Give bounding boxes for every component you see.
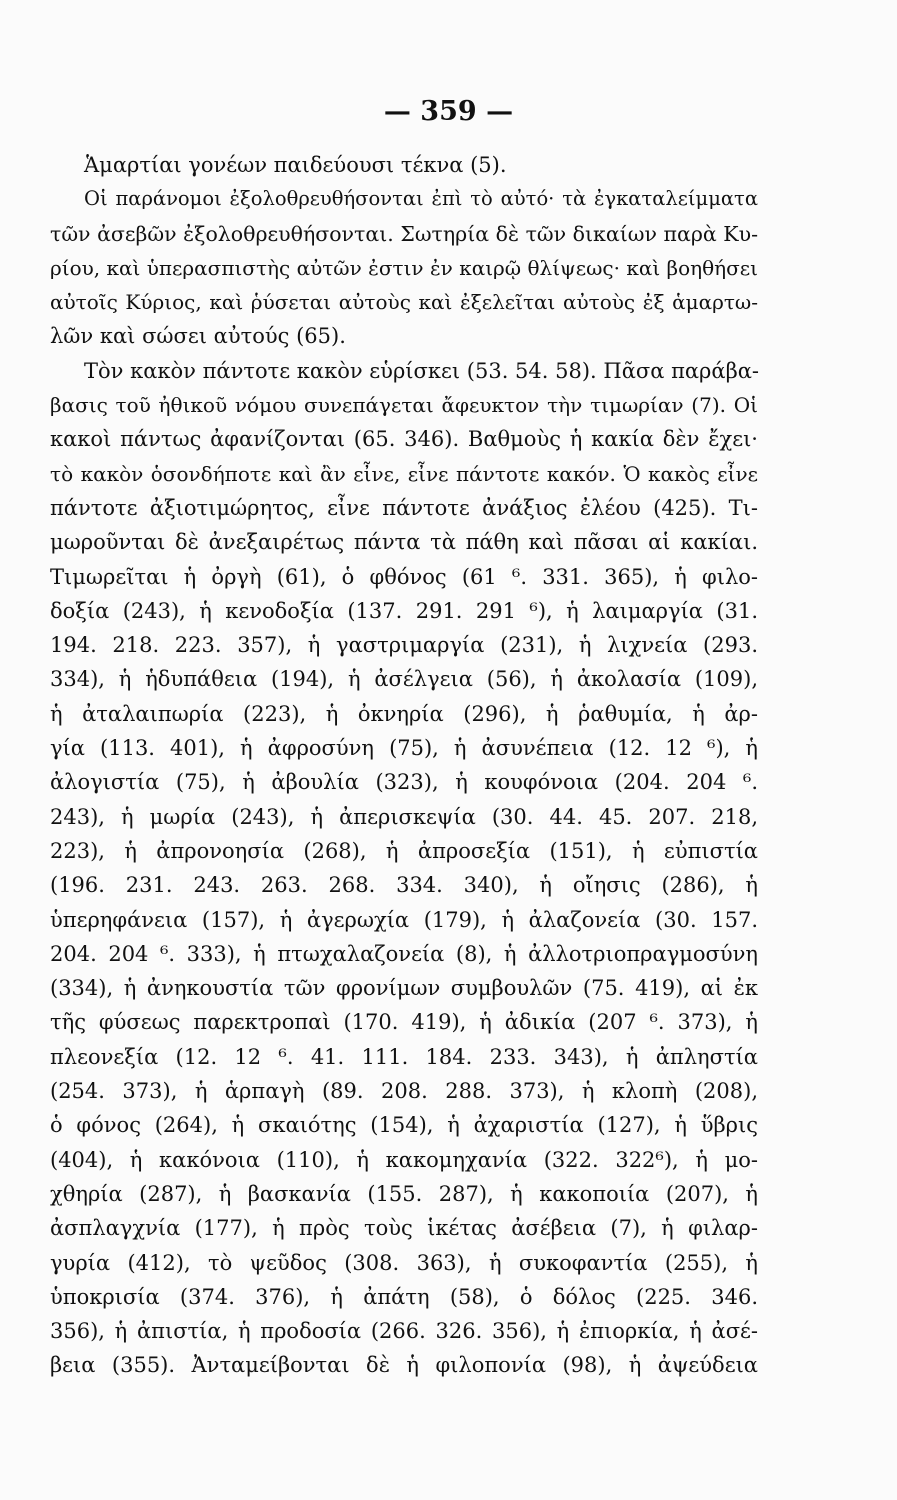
text-line: πάντοτε ἀξιοτιμώρητος, εἶνε πάντοτε ἀνάξιος ἐλέου (425). Τι- xyxy=(50,495,758,520)
text-line: βεια (355). Ἀνταμείβονται δὲ ἡ φιλοπονία (98), ἡ ἀψεύδεια xyxy=(50,1353,758,1378)
text-line: ἀλογιστία (75), ἡ ἀβουλία (323), ἡ κουφόνοια (204. 204 ⁶. xyxy=(50,770,758,795)
text-line: Τιμωρεῖται ἡ ὀργὴ (61), ὁ φθόνος (61 ⁶. 331. 365), ἡ φιλο- xyxy=(50,564,758,589)
text-line: ρίου, καὶ ὑπερασπιστὴς αὐτῶν ἐστιν ἐν καιρῷ θλίψεως· καὶ βοηθήσει xyxy=(50,255,758,280)
text-line: πλεονεξία (12. 12 ⁶. 41. 111. 184. 233. 343), ἡ ἀπληστία xyxy=(50,1044,758,1069)
text-line: 356), ἡ ἀπιστία, ἡ προδοσία (266. 326. 356), ἡ ἐπιορκία, ἡ ἀσέ- xyxy=(50,1319,758,1344)
text-line: ὑποκρισία (374. 376), ἡ ἀπάτη (58), ὁ δόλος (225. 346. xyxy=(50,1284,758,1309)
text-line: Τὸν κακὸν πάντοτε κακὸν εὑρίσκει (53. 54. 58). Πᾶσα παράβα- xyxy=(84,358,759,383)
text-line: Οἱ παράνομοι ἐξολοθρευθήσονται ἐπὶ τὸ αὐτό· τὰ ἐγκαταλείμματα xyxy=(84,187,758,211)
text-line: (334), ἡ ἀνηκουστία τῶν φρονίμων συμβουλῶν (75. 419), αἱ ἐκ xyxy=(50,976,758,1001)
text-line: ἡ ἀταλαιπωρία (223), ἡ ὀκνηρία (296), ἡ ῥαθυμία, ἡ ἀρ- xyxy=(50,701,758,726)
text-line: 194. 218. 223. 357), ἡ γαστριμαργία (231), ἡ λιχνεία (293. xyxy=(50,633,758,658)
text-line: λῶν καὶ σώσει αὐτούς (65). xyxy=(50,324,346,349)
text-line: κακοὶ πάντως ἀφανίζονται (65. 346). Βαθμοὺς ἡ κακία δὲν ἔχει· xyxy=(50,427,758,452)
page-number: — 359 — xyxy=(383,96,514,127)
text-line: τῆς φύσεως παρεκτροπαὶ (170. 419), ἡ ἀδικία (207 ⁶. 373), ἡ xyxy=(50,1010,758,1035)
text-line: δοξία (243), ἡ κενοδοξία (137. 291. 291 ⁶), ἡ λαιμαργία (31. xyxy=(50,598,758,623)
text-line: 243), ἡ μωρία (243), ἡ ἀπερισκεψία (30. 44. 45. 207. 218, xyxy=(50,804,758,829)
text-line: βασις τοῦ ἠθικοῦ νόμου συνεπάγεται ἄφευκτον τὴν τιμωρίαν (7). Οἱ xyxy=(50,393,758,418)
text-line: τῶν ἀσεβῶν ἐξολοθρευθήσονται. Σωτηρία δὲ τῶν δικαίων παρὰ Κυ- xyxy=(50,221,758,246)
text-line: γία (113. 401), ἡ ἀφροσύνη (75), ἡ ἀσυνέπεια (12. 12 ⁶), ἡ xyxy=(50,736,758,761)
text-line: 334), ἡ ἡδυπάθεια (194), ἡ ἀσέλγεια (56), ἡ ἀκολασία (109), xyxy=(50,667,758,692)
text-line: ὁ φόνος (264), ἡ σκαιότης (154), ἡ ἀχαριστία (127), ἡ ὕβρις xyxy=(50,1113,758,1138)
text-line: (254. 373), ἡ ἁρπαγὴ (89. 208. 288. 373), ἡ κλοπὴ (208), xyxy=(50,1079,758,1104)
text-line: (404), ἡ κακόνοια (110), ἡ κακομηχανία (322. 322⁶), ἡ μο- xyxy=(50,1147,758,1172)
text-line: αὐτοῖς Κύριος, καὶ ῥύσεται αὐτοὺς καὶ ἐξελεῖται αὐτοὺς ἐξ ἁμαρτω- xyxy=(50,290,758,315)
text-line: (196. 231. 243. 263. 268. 334. 340), ἡ οἴησις (286), ἡ xyxy=(50,873,758,898)
text-line: ἀσπλαγχνία (177), ἡ πρὸς τοὺς ἱκέτας ἀσέβεια (7), ἡ φιλαρ- xyxy=(50,1216,758,1241)
body-text xyxy=(50,148,758,1383)
text-line: ὑπερηφάνεια (157), ἡ ἀγερωχία (179), ἡ ἀλαζονεία (30. 157. xyxy=(50,907,758,932)
text-line: μωροῦνται δὲ ἀνεξαιρέτως πάντα τὰ πάθη καὶ πᾶσαι αἱ κακίαι. xyxy=(50,530,758,555)
text-line: χθηρία (287), ἡ βασκανία (155. 287), ἡ κακοποιία (207), ἡ xyxy=(50,1181,758,1206)
text-line: Ἁμαρτίαι γονέων παιδεύουσι τέκνα (5). xyxy=(84,153,507,177)
text-line: 204. 204 ⁶. 333), ἡ πτωχαλαζονεία (8), ἡ ἀλλοτριοπραγμοσύνη xyxy=(50,941,758,966)
text-line: 223), ἡ ἀπρονοησία (268), ἡ ἀπροσεξία (151), ἡ εὐπιστία xyxy=(50,838,758,863)
text-line: τὸ κακὸν ὁσονδήποτε καὶ ἂν εἶνε, εἶνε πάντοτε κακόν. Ὁ κακὸς εἶνε xyxy=(50,461,758,486)
text-line: γυρία (412), τὸ ψεῦδος (308. 363), ἡ συκοφαντία (255), ἡ xyxy=(50,1250,758,1275)
